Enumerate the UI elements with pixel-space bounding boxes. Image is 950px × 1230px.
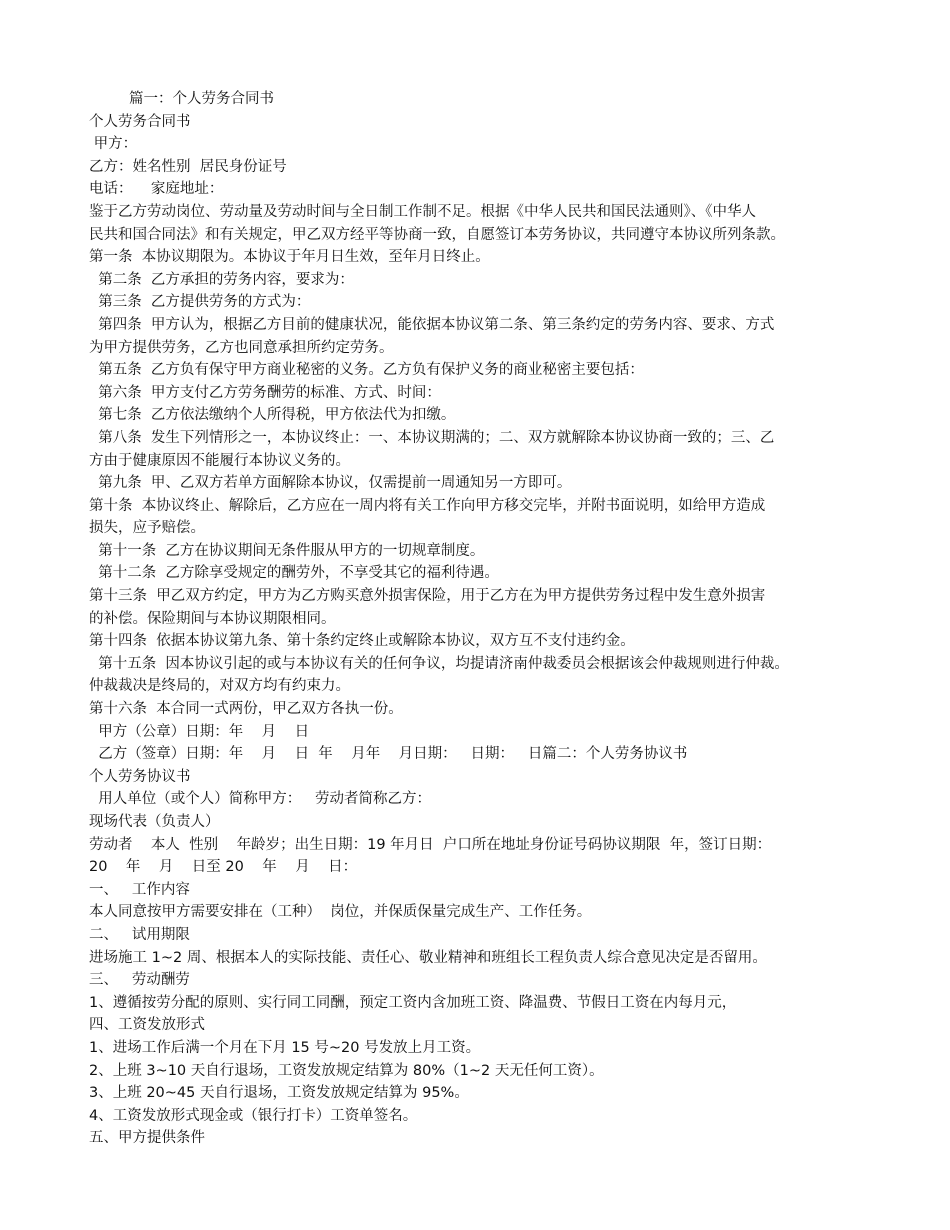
document-line: 损失，应予赔偿。 <box>89 520 205 537</box>
document-line: 第十一条 乙方在协议期间无条件服从甲方的一切规章制度。 <box>89 542 485 559</box>
document-line: 进场施工 1~2 周、根据本人的实际技能、责任心、敬业精神和班组长工程负责人综合意见决定是否留用。 <box>89 949 767 966</box>
document-line: 第三条 乙方提供劳务的方式为： <box>89 294 311 311</box>
document-line: 乙方（签章）日期：年 月 日 年 月年 月日期： 日期： 日篇二：个人劳务协议书 <box>89 746 688 763</box>
document-line: 为甲方提供劳务，乙方也同意承担所约定劳务。 <box>89 339 394 356</box>
document-line: 的补偿。保险期间与本协议期限相同。 <box>89 610 336 627</box>
document-line: 鉴于乙方劳动岗位、劳动量及劳动时间与全日制工作制不足。根据《中华人民共和国民法通则》、《中华人 <box>89 203 756 220</box>
document-line: 第十二条 乙方除享受规定的酬劳外，不享受其它的福利待遇。 <box>89 565 499 582</box>
document-page <box>89 88 879 1150</box>
document-line: 四、工资发放形式 <box>89 1017 205 1034</box>
document-line: 第十四条 依据本协议第九条、第十条约定终止或解除本协议，双方互不支付违约金。 <box>89 633 635 650</box>
document-line: 个人劳务协议书 <box>89 768 191 785</box>
document-line: 第二条 乙方承担的劳务内容，要求为： <box>89 271 354 288</box>
document-line: 第十条 本协议终止、解除后，乙方应在一周内将有关工作向甲方移交完毕，并附书面说明，如给甲方造成 <box>89 497 766 514</box>
document-line: 本人同意按甲方需要安排在（工种） 岗位，并保质保量完成生产、工作任务。 <box>89 904 592 921</box>
document-line: 电话： 家庭地址： <box>89 181 224 198</box>
document-line: 4、工资发放形式现金或（银行打卡）工资单签名。 <box>89 1107 418 1124</box>
document-line: 个人劳务合同书 <box>89 113 191 130</box>
document-line: 1、遵循按劳分配的原则、实行同工同酬，预定工资内含加班工资、降温费、节假日工资在内每月元， <box>89 994 737 1011</box>
document-line: 第十三条 甲乙双方约定，甲方为乙方购买意外损害保险，用于乙方在为甲方提供劳务过程中发生意外损害 <box>89 588 766 605</box>
document-line: 篇一：个人劳务合同书 <box>129 91 274 107</box>
document-line: 第四条 甲方认为，根据乙方目前的健康状况，能依据本协议第二条、第三条约定的劳务内容、要求、方式 <box>89 316 775 333</box>
document-line: 方由于健康原因不能履行本协议义务的。 <box>89 452 350 469</box>
document-line: 用人单位（或个人）简称甲方： 劳动者简称乙方： <box>89 791 432 808</box>
document-line: 现场代表（负责人） <box>89 814 220 830</box>
document-line: 仲裁裁决是终局的，对双方均有约束力。 <box>89 678 350 695</box>
document-line: 三、 劳动酬劳 <box>89 972 190 989</box>
document-line: 第八条 发生下列情形之一，本协议终止：一、本协议期满的；二、双方就解除本协议协商一致的；三、乙 <box>89 429 775 446</box>
document-line: 第九条 甲、乙双方若单方面解除本协议，仅需提前一周通知另一方即可。 <box>89 475 572 492</box>
document-line: 第五条 乙方负有保守甲方商业秘密的义务。乙方负有保护义务的商业秘密主要包括： <box>89 362 644 379</box>
document-line: 劳动者 本人 性别 年龄岁；出生日期：19 年月日 户口所在地址身份证号码协议期限 年，签订日期： <box>89 836 772 853</box>
document-line: 3、上班 20~45 天自行退场，工资发放规定结算为 95%。 <box>89 1085 469 1102</box>
document-line: 2、上班 3~10 天自行退场，工资发放规定结算为 80%（1~2 天无任何工资）。 <box>89 1062 604 1079</box>
document-line: 民共和国合同法》和有关规定，甲乙双方经平等协商一致，自愿签订本劳务协议，共同遵守本协议所列条款。 <box>89 226 785 243</box>
document-line: 第十五条 因本协议引起的或与本协议有关的任何争议，均提请济南仲裁委员会根据该会仲裁规则进行仲裁。 <box>89 655 789 672</box>
document-line: 20 年 月 日至 20 年 月 日： <box>89 859 358 876</box>
document-line: 第十六条 本合同一式两份，甲乙双方各执一份。 <box>89 701 403 718</box>
document-line: 第一条 本协议期限为。本协议于年月日生效，至年月日终止。 <box>89 249 490 266</box>
document-line: 二、 试用期限 <box>89 926 190 943</box>
document-line: 1、进场工作后满一个月在下月 15 号~20 号发放上月工资。 <box>89 1039 481 1056</box>
document-line: 第六条 甲方支付乙方劳务酬劳的标准、方式、时间： <box>89 384 441 401</box>
document-line: 甲方（公章）日期：年 月 日 <box>89 723 310 740</box>
document-line: 第七条 乙方依法缴纳个人所得税，甲方依法代为扣缴。 <box>89 407 456 424</box>
document-line: 五、甲方提供条件 <box>89 1130 205 1147</box>
document-line: 乙方：姓名性别 居民身份证号 <box>89 158 287 175</box>
document-line: 一、 工作内容 <box>89 881 190 898</box>
document-line: 甲方： <box>89 136 138 153</box>
